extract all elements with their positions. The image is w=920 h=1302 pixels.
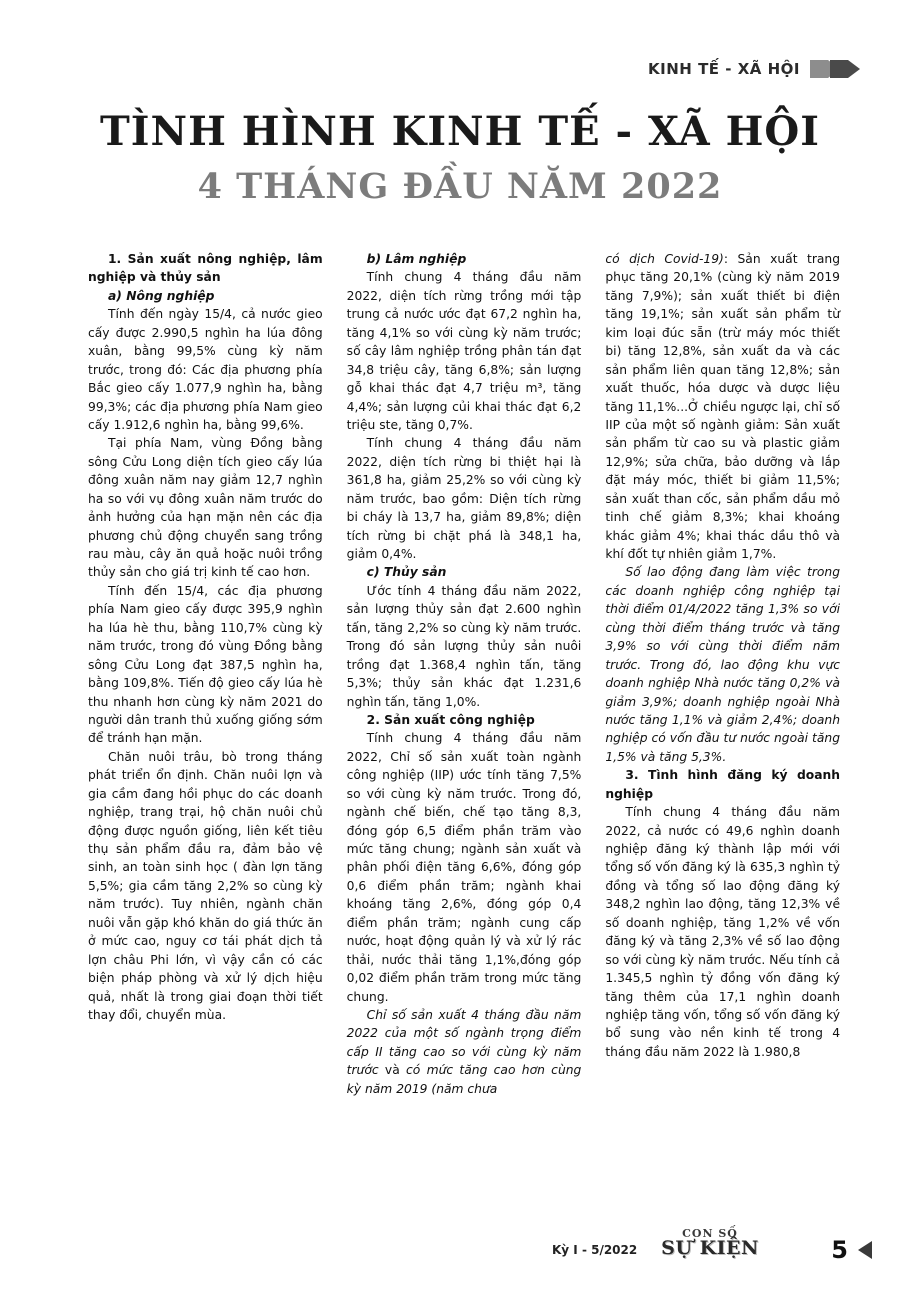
paragraph: Tính đến ngày 15/4, cả nước gieo cấy được 2.990,5 nghìn ha lúa đông xuân, bằng 99,5% cùng kỳ năm trước, trong đó: Các địa phương phía Bắc gieo cấy 1.077,9 nghìn ha, bằng 99,3%; các địa phương phía Nam gieo cấy 1.912,6 nghìn ha, bằng 99,6%.	[88, 307, 323, 432]
paragraph: Tính chung 4 tháng đầu năm 2022, Chỉ số sản xuất toàn ngành công nghiệp (IIP) ước tính tăng 7,5% so với cùng kỳ năm trước. Trong đó, ngành chế biến, chế tạo tăng 8,3, đóng góp 6,5 điểm phần trăm vào mức tăng chung; ngành sản xuất và phân phối điện tăng 6,6%, đóng góp 0,6 điểm phần trăm; ngành khai khoáng tăng 2,6%, đóng góp 0,4 điểm phần trăm; ngành cung cấp nước, hoạt động quản lý và xử lý rác thải, nước thải tăng 1,1%,đóng góp 0,02 điểm phần trăm trong mức tăng chung.	[346, 731, 582, 1004]
paragraph: Tính chung 4 tháng đầu năm 2022, cả nước có 49,6 nghìn doanh nghiệp đăng ký thành lập mới với tổng số vốn đăng ký là 635,3 nghìn tỷ đồng và tổng số lao động đăng ký 348,2 nghìn lao động, tăng 12,3% về số doanh nghiệp, tăng 1,2% về vốn đăng ký và tăng 2,3% về số lao động so với cùng kỳ năm trước. Nếu tính cả 1.345,5 nghìn tỷ đồng vốn đăng ký tăng thêm của 17,1 nghìn doanh nghiệp tăng vốn, tổng số vốn đăng ký bổ sung vào nền kinh tế trong 4 tháng đầu năm 2022 là 1.980,8	[605, 805, 841, 1059]
paragraph-italic-part-2: có mức tăng cao hơn cùng kỳ năm 2019 (năm chưa	[346, 1063, 582, 1096]
paragraph-italic-part: Chỉ số sản xuất 4 tháng đầu năm 2022 của một số ngành trọng điểm cấp II tăng cao so với cùng kỳ năm trước	[346, 1007, 582, 1078]
column-2	[347, 250, 582, 1210]
paragraph-italic-lead	[347, 1006, 582, 1098]
article-body	[88, 250, 840, 1210]
paragraph-italic: Số lao động đang làm việc trong các doanh nghiệp công nghiệp tại thời điểm 01/4/2022 tăng 1,3% so với cùng thời điểm tháng trước và tăng 3,9% so với cùng thời điểm năm trước. Trong đó, lao động khu vực doanh nghiệp Nhà nước tăng 0,2% và giảm 3,9%; doanh nghiệp ngoài Nhà nước tăng 1,1% và giảm 2,4%; doanh nghiệp có vốn đầu tư nước ngoài tăng 1,5% và tăng 5,3%.	[605, 565, 841, 764]
paragraph: Tính đến 15/4, các địa phương phía Nam gieo cấy được 395,9 nghìn ha lúa hè thu, bằng 110,7% cùng kỳ năm trước, trong đó vùng Đồng bằng sông Cửu Long đạt 387,5 nghìn ha, bằng 109,8%. Tiến độ gieo cấy lúa hè thu nhanh hơn cùng kỳ năm 2021 do người dân tranh thủ xuống giống sớm để tránh hạn mặn.	[88, 583, 323, 746]
heading-section-3: 3. Tình hình đăng ký doanh nghiệp	[605, 768, 841, 801]
paragraph-italic-part: có dịch Covid-19)	[605, 252, 724, 266]
logo-line-1: CON SỐ	[682, 1227, 738, 1240]
paragraph-continued	[605, 250, 840, 563]
double-chevron-right-icon	[810, 58, 862, 80]
heading-section-2: 2. Sản xuất công nghiệp	[366, 712, 535, 727]
paragraph-plain-part: và	[378, 1063, 407, 1078]
column-3	[605, 250, 840, 1210]
paragraph: Tính chung 4 tháng đầu năm 2022, diện tích rừng bi thiệt hại là 361,8 ha, giảm 25,2% so với cùng kỳ năm trước, bao gồm: Diện tích rừng bi cháy là 13,7 ha, giảm 89,8%; diện tích rừng bi chặt phá là 348,1 ha, giảm 0,4%.	[346, 436, 582, 561]
paragraph: Tại phía Nam, vùng Đồng bằng sông Cửu Long diện tích gieo cấy lúa đông xuân năm nay giảm 12,7 nghìn ha so với vụ đông xuân năm trước do ảnh hưởng của hạn mặn nên các địa phương chủ động chuyển sang trồng rau màu, cây ăn quả hoặc nuôi trồng thủy sản cho giá trị kinh tế cao hơn.	[88, 436, 323, 580]
paragraph-plain-part: : Sản xuất trang phục tăng 20,1% (cùng kỳ năm 2019 tăng 7,9%); sản xuất thiết bi điện tăng 19,1%; sản xuất sản phẩm từ kim loại đúc sẵn (trừ máy móc thiết bi) tăng 12,8%, sản xuất da và các sản phẩm liên quan tăng 12,8%; sản xuất thuốc, hóa dược và dược liệu tăng 11,1%...Ở chiều ngược lại, chỉ số IIP của một số ngành giảm: Sản xuất sản phẩm từ cao su và plastic giảm 12,9%; sửa chữa, bảo dưỡng và lắp đặt máy móc, thiết bi giảm 11,5%; sản xuất than cốc, sản phẩm dầu mỏ tinh chế giảm 8,3%; khai khoáng khác giảm 4%; khai thác dầu thô và khí đốt tự nhiên giảm 1,7%.	[605, 252, 841, 561]
publication-logo	[655, 1228, 765, 1266]
triangle-left-icon	[858, 1241, 872, 1259]
heading-section-1: 1. Sản xuất nông nghiệp, lâm nghiệp và thủy sản	[88, 252, 323, 285]
issue-label: Kỳ I - 5/2022	[552, 1243, 638, 1257]
heading-subsection-1b: b) Lâm nghiệp	[366, 252, 467, 266]
page-number: 5	[831, 1236, 848, 1264]
paragraph: Tính chung 4 tháng đầu năm 2022, diện tích rừng trồng mới tập trung cả nước ước đạt 67,2 nghìn ha, tăng 4,1% so với cùng kỳ năm trước; số cây lâm nghiệp trồng phân tán đạt 34,8 triệu cây, tăng 6,8%; sản lượng gỗ khai thác đạt 4,7 triệu m³, tăng 4,4%; sản lượng củi khai thác đạt 6,2 triệu ste, tăng 0,7%.	[346, 270, 582, 432]
logo-line-2: SỰ KIỆN	[661, 1237, 759, 1259]
page-title: TÌNH HÌNH KINH TẾ - XÃ HỘI	[100, 108, 820, 155]
heading-subsection-1c: c) Thủy sản	[366, 565, 447, 580]
page-header	[648, 58, 862, 80]
paragraph: Ước tính 4 tháng đầu năm 2022, sản lượng thủy sản đạt 2.600 nghìn tấn, tăng 2,2% so cùng kỳ năm trước. Trong đó sản lượng thủy sản nuôi trồng đạt 1.368,4 nghìn tấn, tăng 5,3%; thủy sản khác đạt 1.231,6 nghìn tấn, tăng 1,0%.	[346, 583, 582, 709]
heading-subsection-1a: a) Nông nghiệp	[108, 288, 215, 303]
page-subtitle: 4 THÁNG ĐẦU NĂM 2022	[197, 166, 723, 207]
paragraph: Chăn nuôi trâu, bò trong tháng phát triển ổn định. Chăn nuôi lợn và gia cầm đang hồi phục do các doanh nghiệp, trang trại, hộ chăn nuôi chủ động được nguồn giống, liên kết tiêu thụ sản phẩm đầu ra, đảm bảo vệ sinh, an toàn sinh học ( đàn lợn tăng 5,5%; gia cầm tăng 2,2% so cùng kỳ năm trước). Tuy nhiên, ngành chăn nuôi vẫn gặp khó khăn do giá thức ăn ở mức cao, nguy cơ tái phát dịch tả lợn châu Phi lớn, vì vậy cần có các biện pháp phòng và xử lý dịch hiệu quả, nhất là trong giai đoạn thời tiết thay đổi, chuyển mùa.	[88, 749, 323, 1022]
column-1	[88, 250, 323, 1210]
section-label: KINH TẾ - XÃ HỘI	[648, 60, 800, 78]
